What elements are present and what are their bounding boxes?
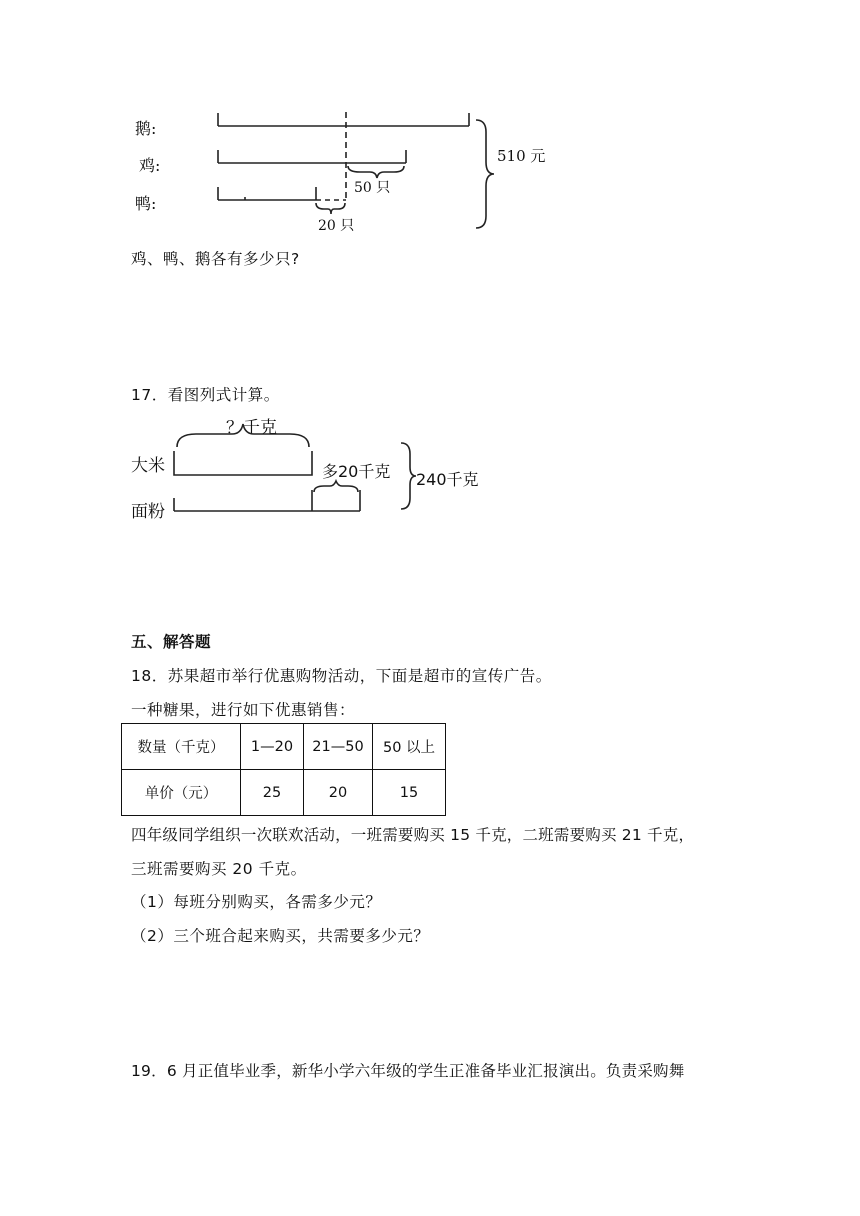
q18-sub2: （2）三个班合起来购买，共需要多少元？ [131,927,430,945]
diagram-lines-q17 [0,0,860,600]
q19-line1: 19．6 月正值毕业季，新华小学六年级的学生正准备毕业汇报演出。负责采购舞 [131,1062,685,1080]
table-cell: 50 以上 [373,724,446,770]
section-heading: 五、解答题 [131,633,212,651]
price-table [121,723,446,816]
label-unknown: ？千克 [226,418,277,438]
label-more-20: 多20千克 [322,462,391,481]
q17-title: 17．看图列式计算。 [131,386,280,404]
label-chicken: 鸡: [139,156,161,175]
table-cell: 20 [304,770,373,816]
q18-sub1: （1）每班分别购买，各需多少元？ [131,893,382,911]
table-row [122,770,446,816]
label-flour: 面粉 [131,502,165,522]
table-cell: 单价（元） [122,770,241,816]
total-510: 510 元 [497,147,546,165]
q18-intro: 18．苏果超市举行优惠购物活动，下面是超市的宣传广告。 [131,667,552,685]
table-cell: 数量（千克） [122,724,241,770]
q18-desc-line2: 三班需要购买 20 千克。 [131,860,307,878]
q18-subintro: 一种糖果，进行如下优惠销售： [131,701,356,719]
label-rice: 大米 [131,456,165,476]
label-duck: 鸭: [135,194,157,213]
table-row [122,724,446,770]
amount-50: 50 只 [354,180,391,196]
rice-bracket [174,451,312,475]
amount-20: 20 只 [318,218,355,234]
label-total-240: 240千克 [416,470,479,489]
table-cell: 21—50 [304,724,373,770]
brace-more [314,481,358,492]
brace-rice [177,424,309,447]
brace-total-q17 [401,443,416,509]
q18-desc-line1: 四年级同学组织一次联欢活动，一班需要购买 15 千克，二班需要购买 21 千克， [131,826,695,844]
table-cell: 1—20 [241,724,304,770]
label-goose: 鹅: [135,119,157,138]
table-cell: 25 [241,770,304,816]
table-cell: 15 [373,770,446,816]
q16-question: 鸡、鸭、鹅各有多少只? [131,250,300,268]
